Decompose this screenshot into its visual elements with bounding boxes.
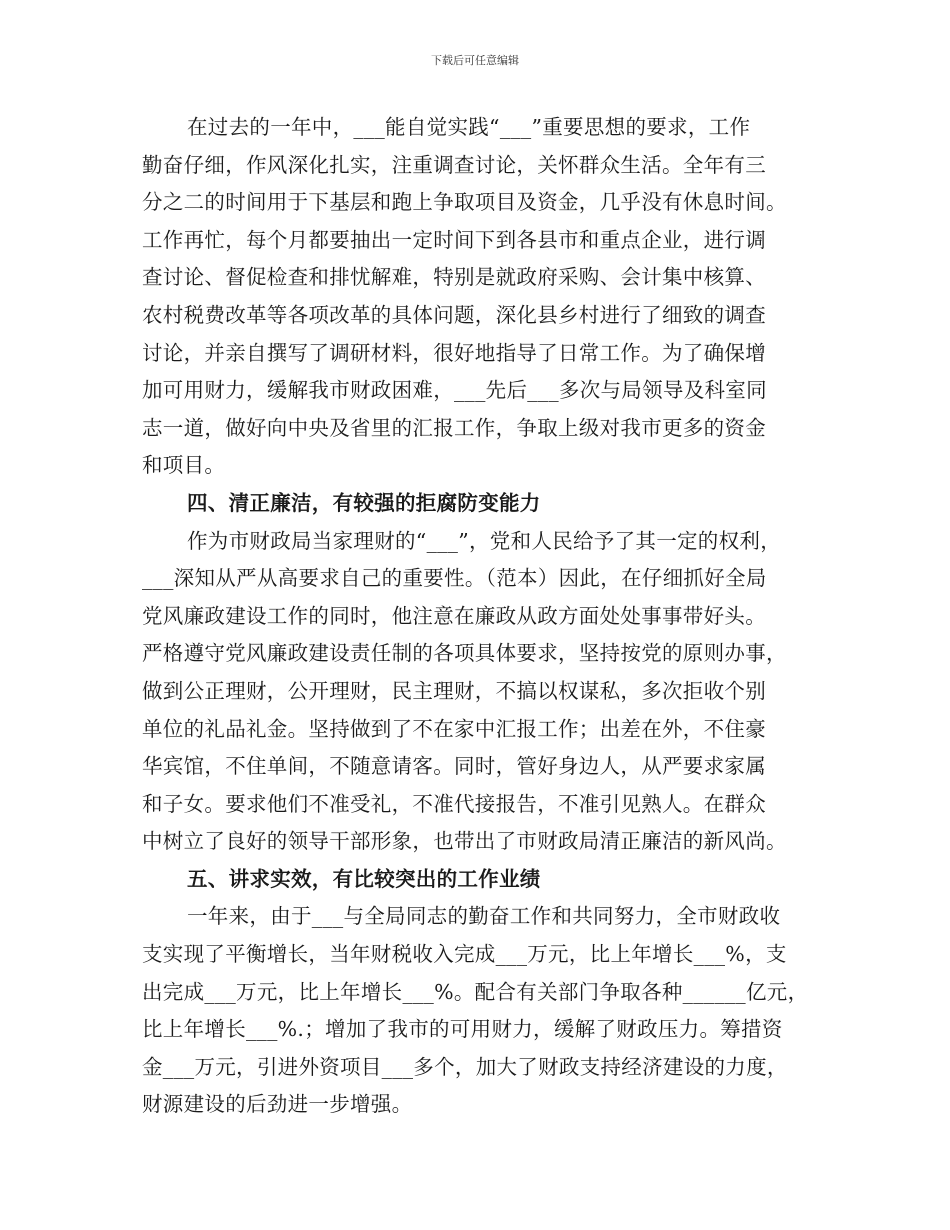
text-line: 华宾馆，不住单间，不随意请客。同时，管好身边人，从严要求家属 bbox=[142, 754, 766, 779]
text-line: 党风廉政建设工作的同时，他注意在廉政从政方面处处事事带好头。 bbox=[142, 603, 766, 628]
text-line: 单位的礼品礼金。坚持做到了不在家中汇报工作；出差在外，不住豪 bbox=[142, 716, 766, 741]
page-header: 下载后可任意编辑 bbox=[431, 54, 519, 67]
text-line: 财源建设的后劲进一步增强。 bbox=[142, 1092, 413, 1117]
text-line: 加可用财力，缓解我市财政困难，___先后___多次与局领导及科室同 bbox=[142, 378, 767, 403]
text-line: 工作再忙，每个月都要抽出一定时间下到各县市和重点企业，进行调 bbox=[142, 227, 766, 252]
text-line: 查讨论、督促检查和排忧解难，特别是就政府采购、会计集中核算、 bbox=[142, 265, 766, 290]
text-line: 讨论，并亲自撰写了调研材料，很好地指导了日常工作。为了确保增 bbox=[142, 340, 766, 365]
text-line: 作为市财政局当家理财的“___”，党和人民给予了其一定的权利， bbox=[187, 528, 782, 553]
text-line: 勤奋仔细，作风深化扎实，注重调查讨论，关怀群众生活。全年有三 bbox=[142, 152, 766, 177]
section-heading: 五、讲求实效，有比较突出的工作业绩 bbox=[187, 866, 541, 891]
text-line: 志一道，做好向中央及省里的汇报工作，争取上级对我市更多的资金 bbox=[142, 415, 766, 440]
text-line: 中树立了良好的领导干部形象，也带出了市财政局清正廉洁的新风尚。 bbox=[142, 829, 787, 854]
text-line: 农村税费改革等各项改革的具体问题，深化县乡村进行了细致的调查 bbox=[142, 302, 766, 327]
text-line: 出完成___万元，比上年增长___%。配合有关部门争取各种______亿元， bbox=[142, 979, 809, 1004]
document-body bbox=[142, 109, 822, 1124]
section-heading: 四、清正廉洁，有较强的拒腐防变能力 bbox=[187, 490, 541, 515]
text-line: 严格遵守党风廉政建设责任制的各项具体要求，坚持按党的原则办事， bbox=[142, 641, 787, 666]
text-line: 一年来，由于___与全局同志的勤奋工作和共同努力，全市财政收 bbox=[187, 904, 781, 929]
text-line: 支实现了平衡增长，当年财税收入完成___万元，比上年增长___%，支 bbox=[142, 942, 787, 967]
text-line: 分之二的时间用于下基层和跑上争取项目及资金，几乎没有休息时间。 bbox=[142, 190, 787, 215]
text-line: 金___万元，引进外资项目___多个，加大了财政支持经济建设的力度， bbox=[142, 1054, 788, 1079]
text-line: 比上年增长___%.；增加了我市的可用财力，缓解了财政压力。筹措资 bbox=[142, 1017, 783, 1042]
text-line: 和项目。 bbox=[142, 453, 226, 478]
text-line: 和子女。要求他们不准受礼，不准代接报告，不准引见熟人。在群众 bbox=[142, 791, 766, 816]
text-line: ___深知从严从高要求自己的重要性。（范本）因此，在仔细抓好全局 bbox=[142, 566, 767, 591]
text-line: 做到公正理财，公开理财，民主理财，不搞以权谋私，多次拒收个别 bbox=[142, 678, 766, 703]
text-line: 在过去的一年中，___能自觉实践“___”重要思想的要求，工作 bbox=[187, 115, 751, 139]
